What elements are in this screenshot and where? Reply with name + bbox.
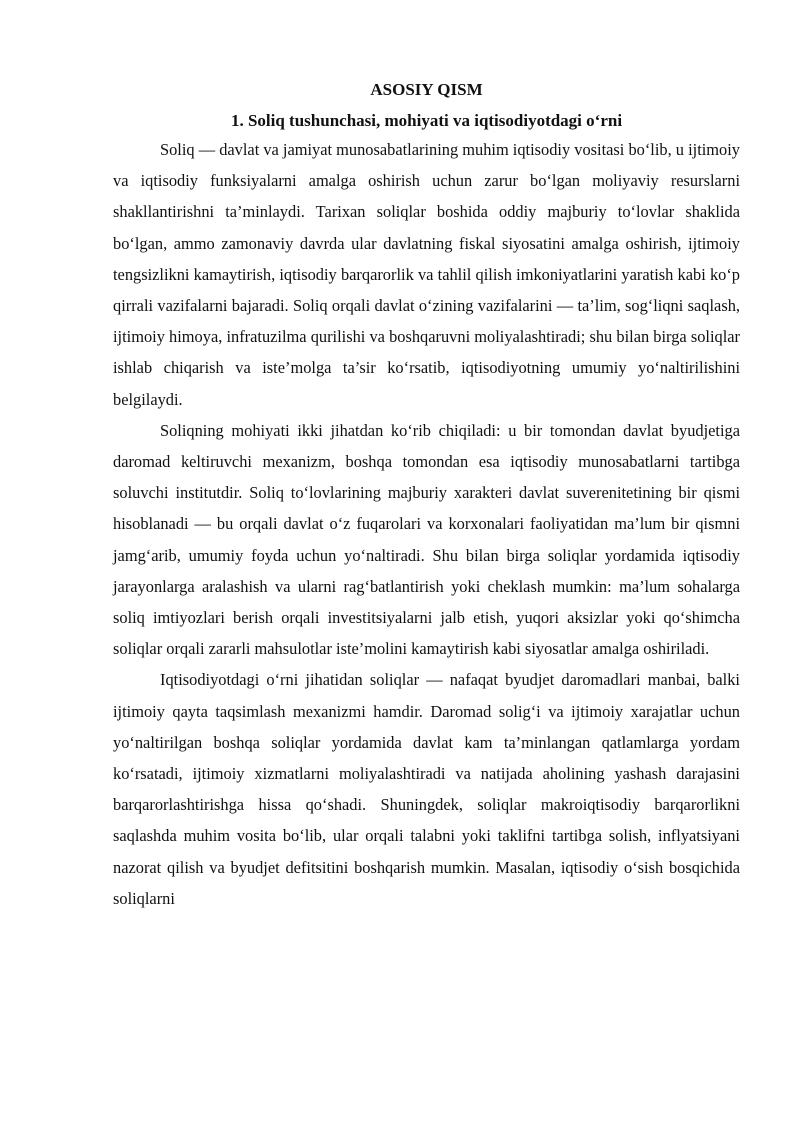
paragraph-1: Soliq — davlat va jamiyat munosabatlarining muhim iqtisodiy vositasi bo‘lib, u ijtimoiy va iqtisodiy funksiyalarni amalga oshirish uchun zarur bo‘lgan moliyaviy resurslarni shakllantirishni ta’minlaydi. Tarixan soliqlar boshida oddiy majburiy to‘lovlar shaklida bo‘lgan, ammo zamonaviy davrda ular davlatning fiskal siyosatini amalga oshirish, ijtimoiy tengsizlikni kamaytirish, iqtisodiy barqarorlik va tahlil qilish imkoniyatlarini yaratish kabi ko‘p qirrali vazifalarni bajaradi. Soliq orqali davlat o‘zining vazifalarini — ta’lim, sog‘liqni saqlash, ijtimoiy himoya, infratuzilma qurilishi va boshqaruvni moliyalashtiradi; shu bilan birga soliqlar ishlab chiqarish va iste’molga ta’sir ko‘rsatib, iqtisodiyotning umumiy yo‘naltirilishini belgilaydi. xyxy=(113,140,741,409)
document-page xyxy=(113,79,740,914)
paragraph-3: Iqtisodiyotdagi o‘rni jihatidan soliqlar — nafaqat byudjet daromadlari manbai, balki ijtimoiy qayta taqsimlash mexanizmi hamdir. Daromad solig‘i va ijtimoiy xarajatlar uchun yo‘naltirilgan boshqa soliqlar yordamida davlat kam ta’minlangan qatlamlarga yordam ko‘rsatadi, ijtimoiy xizmatlarni moliyalashtiradi va natijada aholining yashash darajasini barqarorlashtirishga hissa qo‘shadi. Shuningdek, soliqlar makroiqtisodiy barqarorlikni saqlashda muhim vosita bo‘lib, ular orqali talabni yoki taklifni tartibga solish, inflyatsiyani nazorat qilish va byudjet defitsitini boshqarish mumkin. Masalan, iqtisodiy o‘sish bosqichida soliqlarni xyxy=(113,670,740,908)
section-title: 1. Soliq tushunchasi, mohiyati va iqtisodiyotdagi o‘rni xyxy=(230,111,623,130)
page-heading: ASOSIY QISM xyxy=(370,80,483,99)
paragraph-2: Soliqning mohiyati ikki jihatdan ko‘rib chiqiladi: u bir tomondan davlat byudjetiga daromad keltiruvchi mexanizm, boshqa tomondan esa iqtisodiy munosabatlarni tartibga soluvchi institutdir. Soliq to‘lovlarining majburiy xarakteri davlat suverenitetining bir qismi hisoblanadi — bu orqali davlat o‘z fuqarolari va korxonalari faoliyatidan ma’lum bir qismni jamg‘arib, umumiy foyda uchun yo‘naltiradi. Shu bilan birga soliqlar yordamida iqtisodiy jarayonlarga aralashish va ularni rag‘batlantirish yoki cheklash mumkin: ma’lum sohalarga soliq imtiyozlari berish orqali investitsiyalarni jalb etish, yuqori aksizlar yoki qo‘shimcha soliqlar orqali zararli mahsulotlar iste’molini kamaytirish kabi siyosatlar amalga oshiriladi. xyxy=(113,420,740,659)
